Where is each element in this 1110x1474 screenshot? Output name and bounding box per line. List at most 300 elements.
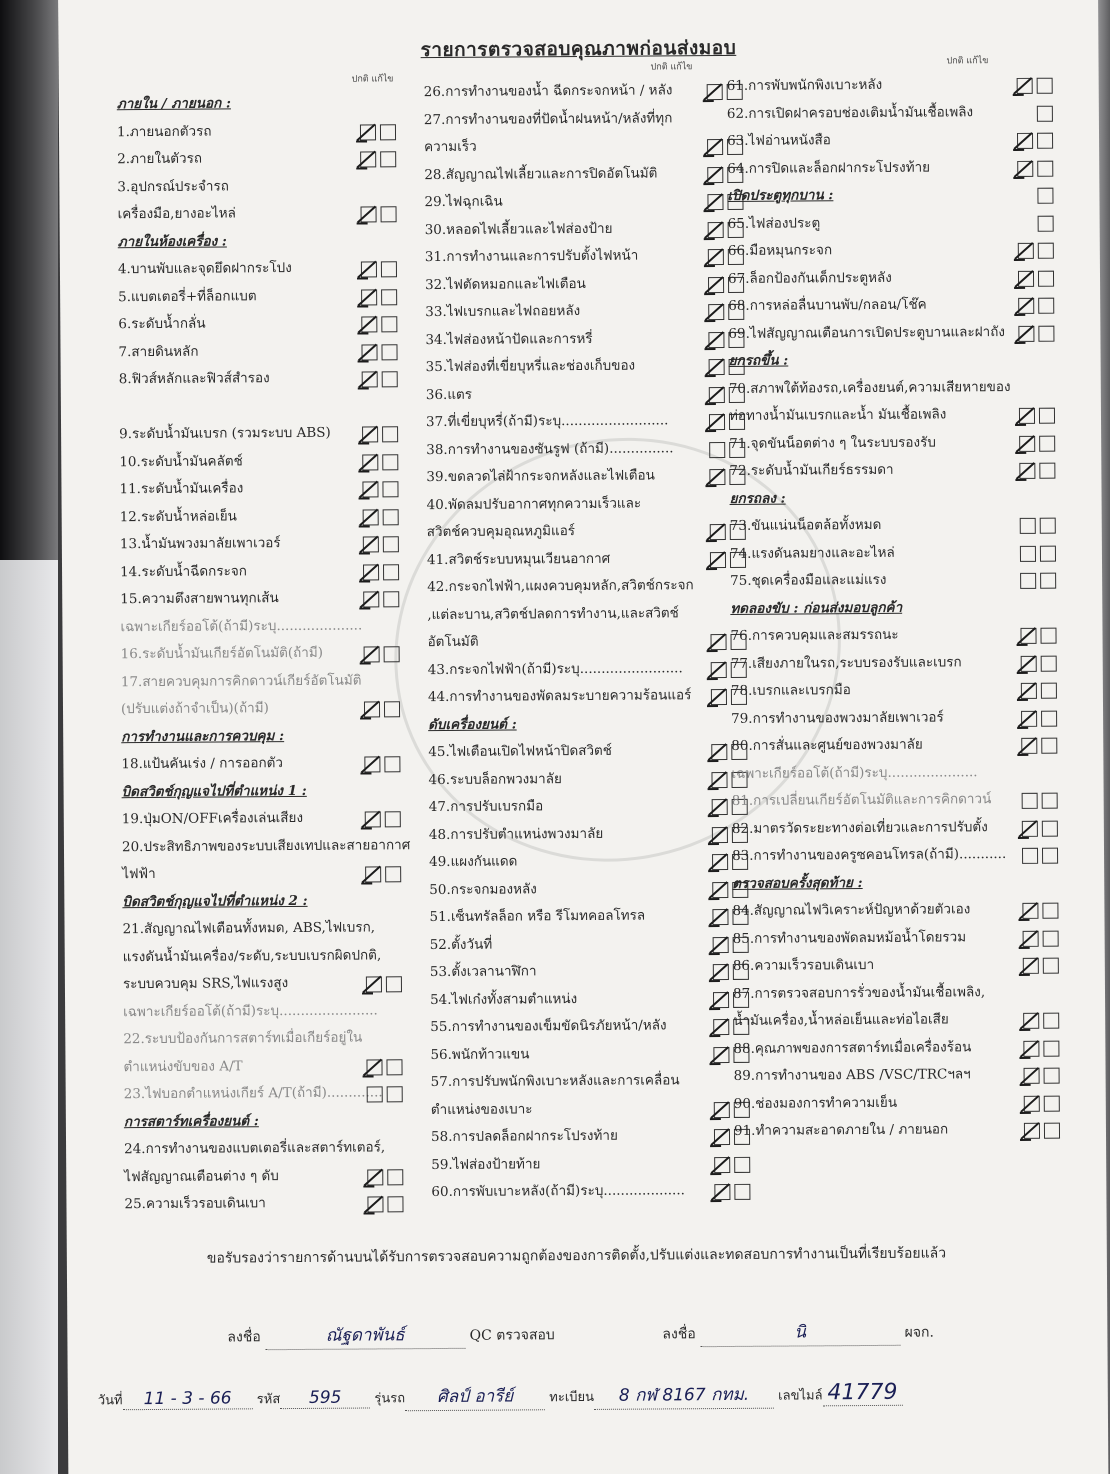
check-mark bbox=[355, 204, 377, 226]
check-mark bbox=[703, 219, 725, 241]
checklist-row bbox=[426, 434, 736, 464]
check-boxes bbox=[1017, 71, 1057, 99]
ok-checkbox[interactable] bbox=[1020, 518, 1036, 534]
checklist-row bbox=[730, 621, 1050, 651]
fix-checkbox[interactable] bbox=[1037, 78, 1053, 94]
fix-checkbox[interactable] bbox=[385, 811, 401, 827]
item-label: 21.สัญญาณไฟเตือนทั้งหมด, ABS,ไฟเบรก, bbox=[122, 919, 376, 938]
fix-checkbox[interactable] bbox=[383, 536, 399, 552]
fix-checkbox[interactable] bbox=[1038, 215, 1054, 231]
item-label: 12.ระดับน้ำหล่อเย็น bbox=[119, 507, 237, 525]
fix-checkbox[interactable] bbox=[1044, 1095, 1060, 1111]
ok-checkbox[interactable] bbox=[1018, 298, 1034, 314]
check-mark bbox=[708, 989, 730, 1011]
check-boxes bbox=[361, 337, 401, 365]
checklist-row bbox=[734, 1088, 1054, 1118]
ok-checkbox[interactable] bbox=[361, 289, 377, 305]
item-label: 59.ไฟส่องป้ายท้าย bbox=[431, 1155, 541, 1173]
check-boxes bbox=[1022, 813, 1062, 841]
ok-checkbox[interactable] bbox=[708, 331, 724, 347]
check-boxes bbox=[361, 254, 401, 282]
ok-checkbox[interactable] bbox=[365, 811, 381, 827]
check-boxes bbox=[1021, 703, 1061, 731]
fix-checkbox[interactable] bbox=[1044, 1068, 1060, 1084]
checklist-row bbox=[428, 737, 738, 767]
sign-label: ลงชื่อ bbox=[662, 1326, 696, 1343]
item-label: เฉพาะเกียร์ออโต้(ถ้ามี)ระบุ....................... bbox=[123, 1001, 378, 1020]
check-boxes bbox=[363, 584, 403, 612]
ok-checkbox[interactable] bbox=[1023, 1013, 1039, 1029]
ok-checkbox[interactable] bbox=[713, 936, 729, 952]
fix-checkbox[interactable] bbox=[1044, 1123, 1060, 1139]
checklist-row bbox=[124, 1162, 424, 1192]
ok-checkbox[interactable] bbox=[1023, 958, 1039, 974]
item-label: 70.สภาพใต้ท้องรถ,เครื่องยนต์,ความเสียหายของ bbox=[728, 378, 1011, 397]
checklist-row bbox=[425, 214, 735, 244]
ok-checkbox[interactable] bbox=[1017, 160, 1033, 176]
check-mark bbox=[703, 329, 725, 351]
item-label: 10.ระดับน้ำมันคลัตช์ bbox=[119, 452, 243, 470]
fix-checkbox[interactable] bbox=[384, 701, 400, 717]
ok-checkbox[interactable] bbox=[707, 194, 723, 210]
ok-checkbox[interactable] bbox=[1024, 1068, 1040, 1084]
ok-checkbox[interactable] bbox=[1020, 545, 1036, 561]
check-mark bbox=[707, 907, 729, 929]
checklist-row bbox=[424, 77, 734, 107]
fix-checkbox[interactable] bbox=[1042, 820, 1058, 836]
mileage-value: 41779 bbox=[827, 1379, 898, 1406]
ok-checkbox[interactable] bbox=[708, 304, 724, 320]
check-mark bbox=[1019, 1093, 1041, 1115]
ok-checkbox[interactable] bbox=[707, 139, 723, 155]
check-boxes bbox=[1019, 401, 1059, 429]
fix-checkbox[interactable] bbox=[387, 1196, 403, 1212]
item-label: 84.สัญญาณไฟวิเคราะห์ปัญหาด้วยตัวเอง bbox=[732, 901, 971, 919]
check-mark bbox=[707, 852, 729, 874]
item-label: ระบบควบคุม SRS,ไฟแรงสูง bbox=[122, 975, 289, 993]
fix-checkbox[interactable] bbox=[1037, 160, 1053, 176]
checklist-row bbox=[124, 1079, 424, 1109]
item-label: 50.กระจกมองหลัง bbox=[429, 880, 537, 898]
fix-checkbox[interactable] bbox=[1038, 270, 1054, 286]
ok-checkbox[interactable] bbox=[710, 524, 726, 540]
fix-checkbox[interactable] bbox=[1038, 298, 1054, 314]
ok-checkbox[interactable] bbox=[366, 1059, 382, 1075]
checklist-row bbox=[119, 392, 419, 422]
item-label: 26.การทำงานของน้ำ ฉีดกระจกหน้า / หลัง bbox=[423, 82, 673, 101]
ok-checkbox[interactable] bbox=[1023, 1040, 1039, 1056]
checklist-row bbox=[728, 291, 1048, 321]
fix-checkbox[interactable] bbox=[1042, 903, 1058, 919]
check-boxes bbox=[1023, 1006, 1063, 1034]
item-label: 33.ไฟเบรกและไฟถอยหลัง bbox=[425, 302, 581, 321]
ok-checkbox[interactable] bbox=[708, 249, 724, 265]
fix-checkbox[interactable] bbox=[383, 591, 399, 607]
fix-checkbox[interactable] bbox=[382, 454, 398, 470]
item-label: 23.ไฟบอกตำแหน่งเกียร์ A/T(ถ้ามี)............. bbox=[123, 1084, 383, 1103]
check-mark bbox=[704, 384, 726, 406]
check-mark bbox=[703, 247, 725, 269]
item-label: ,แต่ละบาน,สวิตช์ปลดการทำงาน,และสวิตช์ bbox=[427, 604, 679, 623]
fix-checkbox[interactable] bbox=[382, 371, 398, 387]
check-boxes bbox=[360, 144, 400, 172]
ok-checkbox[interactable] bbox=[361, 206, 377, 222]
check-mark bbox=[1013, 296, 1035, 318]
ok-checkbox[interactable] bbox=[714, 1156, 730, 1172]
checklist-row bbox=[729, 428, 1049, 458]
ok-checkbox[interactable] bbox=[713, 991, 729, 1007]
item-label: ดับเครื่องยนต์ : bbox=[428, 715, 517, 733]
sign-label: ลงชื่อ bbox=[227, 1329, 261, 1346]
check-mark bbox=[702, 82, 724, 104]
fix-checkbox[interactable] bbox=[1040, 573, 1056, 589]
item-label: บิดสวิตช์กุญแจไปที่ตำแหน่ง 1 : bbox=[121, 782, 307, 800]
ok-checkbox[interactable] bbox=[1020, 573, 1036, 589]
ok-checkbox[interactable] bbox=[1018, 270, 1034, 286]
item-label: 44.การทำงานของพัดลมระบายความร้อนแอร์ bbox=[427, 687, 692, 706]
check-boxes bbox=[1022, 896, 1062, 924]
ok-checkbox[interactable] bbox=[714, 1129, 730, 1145]
item-label: 24.การทำงานของแบตเตอรี่และสตาร์ทเตอร์, bbox=[124, 1139, 386, 1158]
checklist-row bbox=[119, 364, 419, 394]
ok-checkbox[interactable] bbox=[712, 909, 728, 925]
item-label: 87.การตรวจสอบการรั่วของน้ำมันเชื้อเพลิง, bbox=[732, 983, 986, 1002]
certify-text: ขอรับรองว่ารายการด้านบนได้รับการตรวจสอบความถูกต้องของการติดตั้ง,ปรับแต่งและทดสอบการทำงานเป็นที่เรียบร้อยแล้ว bbox=[206, 1245, 947, 1267]
check-mark bbox=[1019, 1121, 1041, 1143]
fix-checkbox[interactable] bbox=[1043, 958, 1059, 974]
item-label: 5.แบตเตอรี่+ที่ล็อกแบต bbox=[118, 287, 257, 305]
check-boxes bbox=[1019, 456, 1059, 484]
ok-checkbox[interactable] bbox=[360, 151, 376, 167]
fix-checkbox[interactable] bbox=[1041, 683, 1057, 699]
item-label: 55.การทำงานของเข็มขัดนิรภัยหน้า/หลัง bbox=[430, 1017, 667, 1036]
check-mark bbox=[355, 149, 377, 171]
ok-checkbox[interactable] bbox=[1022, 848, 1038, 864]
checklist-row bbox=[429, 847, 739, 877]
check-boxes bbox=[367, 1162, 407, 1190]
ok-checkbox[interactable] bbox=[364, 701, 380, 717]
check-boxes bbox=[364, 639, 404, 667]
fix-checkbox[interactable] bbox=[381, 344, 397, 360]
item-label: ความเร็ว bbox=[424, 138, 477, 156]
item-label: เฉพาะเกียร์ออโต้(ถ้ามี)ระบุ.................... bbox=[120, 617, 363, 635]
fix-checkbox[interactable] bbox=[383, 509, 399, 525]
ok-checkbox[interactable] bbox=[710, 551, 726, 567]
checklist-row bbox=[429, 792, 739, 822]
fix-checkbox[interactable] bbox=[1037, 133, 1053, 149]
checklist-row bbox=[425, 324, 735, 354]
check-mark bbox=[1017, 901, 1039, 923]
ok-checkbox[interactable] bbox=[707, 166, 723, 182]
fix-checkbox[interactable] bbox=[382, 481, 398, 497]
checklist-row bbox=[118, 254, 418, 284]
ok-checkbox[interactable] bbox=[365, 866, 381, 882]
fix-checkbox[interactable] bbox=[384, 756, 400, 772]
date-label: วันที่ bbox=[97, 1393, 123, 1409]
fix-checkbox[interactable] bbox=[1039, 463, 1055, 479]
fix-checkbox[interactable] bbox=[385, 866, 401, 882]
fix-checkbox[interactable] bbox=[1043, 1013, 1059, 1029]
ok-checkbox[interactable] bbox=[1019, 408, 1035, 424]
check-boxes bbox=[1018, 208, 1058, 236]
header-ok: ปกติ bbox=[650, 62, 668, 73]
item-label: 73.ขันแน่นน็อตล้อทั้งหมด bbox=[729, 516, 882, 534]
fix-checkbox[interactable] bbox=[387, 1169, 403, 1185]
ok-checkbox[interactable] bbox=[712, 826, 728, 842]
ok-checkbox[interactable] bbox=[708, 221, 724, 237]
item-label: 66.มือหมุนกระจก bbox=[727, 242, 833, 259]
item-label: 45.ไฟเตือนเปิดไฟหน้าปิดสวิตช์ bbox=[428, 742, 613, 761]
ok-checkbox[interactable] bbox=[714, 1101, 730, 1117]
fix-checkbox[interactable] bbox=[387, 1086, 403, 1102]
ok-checkbox[interactable] bbox=[364, 756, 380, 772]
fix-checkbox[interactable] bbox=[381, 316, 397, 332]
fix-checkbox[interactable] bbox=[382, 426, 398, 442]
ok-checkbox[interactable] bbox=[1024, 1095, 1040, 1111]
check-boxes bbox=[362, 419, 402, 447]
item-label: ตรวจสอบครั้งสุดท้าย : bbox=[732, 874, 863, 892]
check-mark bbox=[361, 1057, 383, 1079]
fix-checkbox[interactable] bbox=[381, 289, 397, 305]
ok-checkbox[interactable] bbox=[711, 661, 727, 677]
item-label: 20.ประสิทธิภาพของระบบเสียงเทปและสายอากาศ bbox=[121, 836, 411, 855]
ok-checkbox[interactable] bbox=[707, 84, 723, 100]
ok-checkbox[interactable] bbox=[362, 454, 378, 470]
check-mark bbox=[702, 137, 724, 159]
ok-checkbox[interactable] bbox=[709, 441, 725, 457]
item-label: 46.ระบบล็อกพวงมาลัย bbox=[428, 770, 562, 788]
checklist-sheet bbox=[58, 0, 1108, 1474]
check-boxes bbox=[365, 804, 405, 832]
ok-checkbox[interactable] bbox=[712, 881, 728, 897]
fix-checkbox[interactable] bbox=[380, 151, 396, 167]
fix-checkbox[interactable] bbox=[1037, 105, 1053, 121]
checklist-row bbox=[118, 227, 418, 257]
checklist-row bbox=[117, 117, 417, 147]
check-boxes bbox=[360, 117, 400, 145]
check-boxes bbox=[1020, 538, 1060, 566]
ok-checkbox[interactable] bbox=[1022, 903, 1038, 919]
check-boxes bbox=[1017, 98, 1057, 126]
ok-checkbox[interactable] bbox=[713, 1019, 729, 1035]
fix-checkbox[interactable] bbox=[1037, 188, 1053, 204]
checklist-column-1 bbox=[117, 89, 425, 1219]
fix-checkbox[interactable] bbox=[383, 564, 399, 580]
ok-checkbox[interactable] bbox=[711, 744, 727, 760]
item-label: 2.ภายในตัวรถ bbox=[117, 150, 203, 168]
checklist-row bbox=[729, 346, 1049, 376]
check-boxes bbox=[1018, 318, 1058, 346]
fix-checkbox[interactable] bbox=[1042, 793, 1058, 809]
fix-checkbox[interactable] bbox=[381, 261, 397, 277]
checklist-row bbox=[728, 318, 1048, 348]
check-mark bbox=[359, 644, 381, 666]
fix-checkbox[interactable] bbox=[386, 976, 402, 992]
ok-checkbox[interactable] bbox=[363, 536, 379, 552]
item-label: 6.ระดับน้ำกลั่น bbox=[118, 315, 206, 333]
ok-checkbox[interactable] bbox=[1019, 463, 1035, 479]
ok-checkbox[interactable] bbox=[1021, 683, 1037, 699]
ok-checkbox[interactable] bbox=[1021, 655, 1037, 671]
check-boxes bbox=[1017, 153, 1057, 181]
ok-checkbox[interactable] bbox=[1018, 325, 1034, 341]
ok-checkbox[interactable] bbox=[1020, 628, 1036, 644]
ok-checkbox[interactable] bbox=[709, 359, 725, 375]
fix-checkbox[interactable] bbox=[734, 1156, 750, 1172]
checklist-row bbox=[430, 957, 740, 987]
ok-checkbox[interactable] bbox=[1022, 793, 1038, 809]
ok-checkbox[interactable] bbox=[367, 1169, 383, 1185]
fix-checkbox[interactable] bbox=[1043, 1040, 1059, 1056]
fix-checkbox[interactable] bbox=[381, 206, 397, 222]
ok-checkbox[interactable] bbox=[364, 646, 380, 662]
check-mark bbox=[703, 302, 725, 324]
ok-checkbox[interactable] bbox=[1022, 820, 1038, 836]
fix-checkbox[interactable] bbox=[1041, 655, 1057, 671]
header-fix: แก้ไข bbox=[670, 62, 693, 73]
check-boxes bbox=[366, 1052, 406, 1080]
check-boxes bbox=[1017, 126, 1057, 154]
checklist-row bbox=[427, 627, 737, 657]
fix-checkbox[interactable] bbox=[1038, 243, 1054, 259]
fix-checkbox[interactable] bbox=[1041, 710, 1057, 726]
ok-checkbox[interactable] bbox=[363, 509, 379, 525]
ok-checkbox[interactable] bbox=[362, 426, 378, 442]
checklist-row bbox=[732, 868, 1052, 898]
ok-checkbox[interactable] bbox=[713, 1046, 729, 1062]
ok-checkbox[interactable] bbox=[708, 276, 724, 292]
checklist-row bbox=[117, 199, 417, 229]
check-mark bbox=[1013, 268, 1035, 290]
checklist-row bbox=[729, 401, 1049, 431]
item-label: 36.แตร bbox=[425, 386, 473, 403]
ok-checkbox[interactable] bbox=[711, 771, 727, 787]
ok-checkbox[interactable] bbox=[362, 371, 378, 387]
manager-label: ผจก. bbox=[904, 1324, 935, 1341]
ok-checkbox[interactable] bbox=[361, 261, 377, 277]
item-label: 58.การปลดล็อกฝากระโปรงท้าย bbox=[430, 1127, 618, 1146]
fix-checkbox[interactable] bbox=[386, 1059, 402, 1075]
ok-checkbox[interactable] bbox=[363, 564, 379, 580]
ok-checkbox[interactable] bbox=[711, 689, 727, 705]
check-mark bbox=[709, 1127, 731, 1149]
checklist-row bbox=[121, 722, 421, 752]
check-boxes bbox=[365, 859, 405, 887]
check-mark bbox=[706, 769, 728, 791]
fix-checkbox[interactable] bbox=[1039, 435, 1055, 451]
item-label: น้ำมันเครื่อง,น้ำหล่อเย็นและท่อไอเสีย bbox=[733, 1011, 949, 1029]
checklist-row bbox=[728, 236, 1048, 266]
item-label: 32.ไฟตัดหมอกและไฟเตือน bbox=[424, 275, 586, 293]
ok-checkbox[interactable] bbox=[713, 964, 729, 980]
item-label: 41.สวิตช์ระบบหมุนเวียนอากาศ bbox=[426, 550, 611, 568]
check-boxes bbox=[1023, 951, 1063, 979]
checklist-row bbox=[727, 181, 1047, 211]
item-label: 37.ที่เขี่ยบุหรี่(ถ้ามี)ระบุ......................... bbox=[425, 412, 669, 431]
ok-checkbox[interactable] bbox=[1021, 710, 1037, 726]
item-label: 61.การพับพนักพิงเบาะหลัง bbox=[726, 76, 883, 94]
ok-checkbox[interactable] bbox=[363, 591, 379, 607]
ok-checkbox[interactable] bbox=[360, 124, 376, 140]
checklist-row bbox=[123, 969, 423, 999]
fix-checkbox[interactable] bbox=[1039, 408, 1055, 424]
ok-checkbox[interactable] bbox=[1021, 738, 1037, 754]
item-label: ท่อทางน้ำมันเบรกและน้ำ มันเชื้อเพลิง bbox=[728, 406, 947, 424]
background-left-lower bbox=[0, 560, 58, 1474]
ok-checkbox[interactable] bbox=[710, 634, 726, 650]
ok-checkbox[interactable] bbox=[1023, 930, 1039, 946]
check-mark bbox=[1014, 406, 1036, 428]
ok-checkbox[interactable] bbox=[367, 1196, 383, 1212]
ok-checkbox[interactable] bbox=[709, 414, 725, 430]
checklist-row bbox=[731, 731, 1051, 761]
checklist-row bbox=[121, 639, 421, 669]
ok-checkbox[interactable] bbox=[714, 1184, 730, 1200]
check-mark bbox=[358, 507, 380, 529]
ok-checkbox[interactable] bbox=[1019, 435, 1035, 451]
check-boxes bbox=[360, 199, 400, 227]
checklist-row bbox=[120, 584, 420, 614]
fix-checkbox[interactable] bbox=[1041, 738, 1057, 754]
check-mark bbox=[707, 824, 729, 846]
ok-checkbox[interactable] bbox=[1018, 243, 1034, 259]
item-label: 74.แรงดันลมยางและอะไหล่ bbox=[729, 544, 895, 562]
ok-checkbox[interactable] bbox=[362, 481, 378, 497]
fix-checkbox[interactable] bbox=[1043, 930, 1059, 946]
ok-checkbox[interactable] bbox=[1024, 1123, 1040, 1139]
fix-checkbox[interactable] bbox=[1040, 545, 1056, 561]
check-boxes bbox=[1017, 181, 1057, 209]
ok-checkbox[interactable] bbox=[361, 344, 377, 360]
ok-checkbox[interactable] bbox=[709, 469, 725, 485]
item-label: 75.ชุดเครื่องมือและแม่แรง bbox=[730, 571, 887, 589]
fix-checkbox[interactable] bbox=[384, 646, 400, 662]
checklist-row bbox=[431, 1067, 741, 1097]
check-boxes bbox=[714, 1149, 754, 1177]
item-label: 16.ระดับน้ำมันเกียร์อัตโนมัติ(ถ้ามี) bbox=[120, 644, 324, 663]
item-label: 63.ไฟอ่านหนังสือ bbox=[727, 132, 831, 149]
fix-checkbox[interactable] bbox=[734, 1184, 750, 1200]
ok-checkbox[interactable] bbox=[367, 1086, 383, 1102]
ok-checkbox[interactable] bbox=[366, 976, 382, 992]
page-title: รายการตรวจสอบคุณภาพก่อนส่งมอบ bbox=[420, 36, 737, 62]
fix-checkbox[interactable] bbox=[1040, 518, 1056, 534]
item-label: 13.น้ำมันพวงมาลัยเพาเวอร์ bbox=[119, 535, 281, 553]
check-mark bbox=[704, 357, 726, 379]
item-label: 8.ฟิวส์หลักและฟิวส์สำรอง bbox=[118, 370, 270, 388]
fix-checkbox[interactable] bbox=[1038, 325, 1054, 341]
fix-checkbox[interactable] bbox=[1040, 628, 1056, 644]
fix-checkbox[interactable] bbox=[1042, 848, 1058, 864]
item-label: 78.เบรกและเบรกมือ bbox=[730, 682, 851, 699]
vehicle-info-line bbox=[98, 1380, 903, 1414]
ok-checkbox[interactable] bbox=[1017, 133, 1033, 149]
ok-checkbox[interactable] bbox=[361, 316, 377, 332]
ok-checkbox[interactable] bbox=[1017, 78, 1033, 94]
model-label: รุ่นรถ bbox=[374, 1391, 406, 1407]
checklist-row bbox=[425, 242, 735, 272]
ok-checkbox[interactable] bbox=[712, 799, 728, 815]
item-label: 25.ความเร็วรอบเดินเบา bbox=[124, 1195, 266, 1213]
ok-checkbox[interactable] bbox=[712, 854, 728, 870]
check-mark bbox=[1016, 736, 1038, 758]
item-label: 28.สัญญาณไฟเลี้ยวและการปิดอัตโนมัติ bbox=[424, 164, 658, 183]
item-label: 90.ช่องมองการทำความเย็น bbox=[733, 1094, 898, 1112]
fix-checkbox[interactable] bbox=[380, 124, 396, 140]
checklist-row bbox=[427, 572, 737, 602]
item-label: ยกรถขึ้น : bbox=[728, 352, 789, 369]
ok-checkbox[interactable] bbox=[709, 386, 725, 402]
